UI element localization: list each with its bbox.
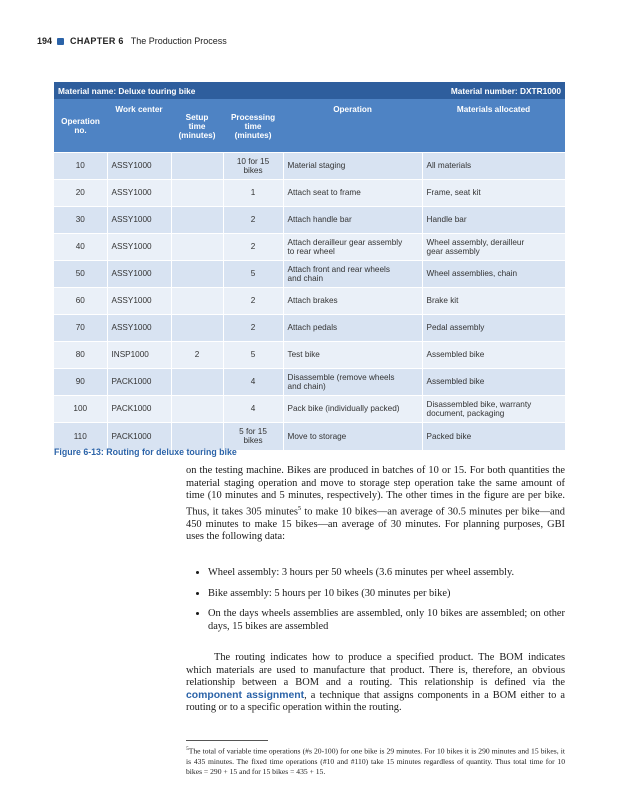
running-header: [37, 36, 227, 46]
cell-operation-no: 50: [54, 261, 107, 288]
cell-materials: Disassembled bike, warranty document, packaging: [422, 396, 565, 423]
cell-work-center: PACK1000: [107, 369, 171, 396]
cell-operation: Disassemble (remove wheels and chain): [283, 369, 422, 396]
list-item: • On the days wheels assemblies are assembled, only 10 bikes are assembled; on other days, 15 bikes are assembled: [208, 608, 565, 633]
col-work-center: Work center: [107, 99, 171, 153]
cell-operation-no: 60: [54, 288, 107, 315]
cell-operation: Attach seat to frame: [283, 180, 422, 207]
cell-operation: Attach pedals: [283, 315, 422, 342]
cell-setup-time: [171, 180, 223, 207]
table-row: [54, 342, 565, 369]
cell-processing-time: 2: [223, 288, 283, 315]
cell-operation-no: 70: [54, 315, 107, 342]
cell-materials: All materials: [422, 153, 565, 180]
cell-setup-time: [171, 315, 223, 342]
cell-work-center: ASSY1000: [107, 234, 171, 261]
table-row: [54, 207, 565, 234]
cell-work-center: PACK1000: [107, 423, 171, 450]
cell-operation-no: 110: [54, 423, 107, 450]
list-item: • Wheel assembly: 3 hours per 50 wheels (3.6 minutes per wheel assembly.: [208, 567, 565, 580]
table-row: [54, 153, 565, 180]
page-number: 194: [37, 36, 53, 46]
body-paragraph-1: on the testing machine. Bikes are produced in batches of 10 or 15. For both quantities the material staging operation and move to storage step operation take the same amount of time (10 minutes and 5 minutes, respectively). The other times in the figure are per bike. Thus, it takes 305 minutes$^5$ to make 10 bikes—an average of 30.5 minutes per bike—and 450 minutes to make 15 bikes—an average of 30 minutes. For planning purposes, GBI uses the following data:: [186, 465, 566, 543]
cell-processing-time: 2: [223, 207, 283, 234]
cell-operation: Pack bike (individually packed): [283, 396, 422, 423]
keyword-component-assignment: component assignment: [186, 689, 305, 701]
material-name: Material name: Deluxe touring bike: [54, 82, 283, 99]
column-header-row: [54, 99, 565, 153]
cell-setup-time: [171, 153, 223, 180]
cell-work-center: ASSY1000: [107, 180, 171, 207]
cell-processing-time: 2: [223, 234, 283, 261]
figure-caption: Figure 6-13: Routing for deluxe touring bike: [54, 447, 237, 457]
table-row: [54, 396, 565, 423]
cell-materials: Wheel assemblies, chain: [422, 261, 565, 288]
chapter-title: The Production Process: [130, 36, 227, 46]
table-row: [54, 288, 565, 315]
col-operation-no: Operation no.: [54, 99, 107, 153]
cell-processing-time: 4: [223, 396, 283, 423]
chapter-label: CHAPTER 6: [70, 36, 124, 46]
col-materials: Materials allocated: [422, 99, 565, 153]
cell-work-center: PACK1000: [107, 396, 171, 423]
routing-table: [54, 82, 565, 450]
body-paragraph-2: The routing indicates how to produce a specified product. The BOM indicates which materials are used to manufacture that product. There is, therefore, an obvious relationship between a BOM and a routing. This relationship is defined via the component assignment, a technique that assigns components in a BOM either to a routing or to a specific operation within the routing.: [186, 652, 565, 714]
cell-setup-time: [171, 396, 223, 423]
cell-operation-no: 100: [54, 396, 107, 423]
col-processing-time: Processing time (minutes): [223, 99, 283, 153]
cell-setup-time: 2: [171, 342, 223, 369]
cell-work-center: ASSY1000: [107, 261, 171, 288]
footnote-divider: [186, 740, 268, 741]
table-row: [54, 234, 565, 261]
cell-operation-no: 40: [54, 234, 107, 261]
cell-operation: Attach handle bar: [283, 207, 422, 234]
table-row: [54, 180, 565, 207]
cell-setup-time: [171, 369, 223, 396]
footnote: $^5$The total of variable time operations (#s 20-100) for one bike is 29 minutes. For 10 bikes it is 290 minutes and 15 bikes, it is 435 minutes. The fixed time operations (#10 and #110) take 15 minutes regardless of quantity. Thus total time for 10 bikes = 290 + 15 and for 15 bikes = 435 + 15.: [186, 746, 565, 776]
cell-processing-time: 2: [223, 315, 283, 342]
cell-operation-no: 90: [54, 369, 107, 396]
cell-materials: Handle bar: [422, 207, 565, 234]
cell-work-center: ASSY1000: [107, 288, 171, 315]
table-row: [54, 369, 565, 396]
cell-processing-time: 4: [223, 369, 283, 396]
cell-setup-time: [171, 234, 223, 261]
cell-materials: Frame, seat kit: [422, 180, 565, 207]
cell-setup-time: [171, 261, 223, 288]
cell-operation: Attach front and rear wheels and chain: [283, 261, 422, 288]
col-setup-time: Setup time (minutes): [171, 99, 223, 153]
cell-materials: Brake kit: [422, 288, 565, 315]
cell-materials: Assembled bike: [422, 369, 565, 396]
cell-processing-time: 5: [223, 261, 283, 288]
cell-materials: Packed bike: [422, 423, 565, 450]
cell-operation: Material staging: [283, 153, 422, 180]
cell-materials: Assembled bike: [422, 342, 565, 369]
cell-processing-time: 10 for 15 bikes: [223, 153, 283, 180]
bullet-list: [186, 567, 565, 641]
cell-processing-time: 5 for 15 bikes: [223, 423, 283, 450]
table-row: [54, 315, 565, 342]
cell-operation-no: 30: [54, 207, 107, 234]
cell-materials: Wheel assembly, derailleur gear assembly: [422, 234, 565, 261]
cell-setup-time: [171, 207, 223, 234]
cell-operation: Attach brakes: [283, 288, 422, 315]
cell-operation-no: 20: [54, 180, 107, 207]
cell-work-center: ASSY1000: [107, 207, 171, 234]
cell-setup-time: [171, 288, 223, 315]
cell-work-center: ASSY1000: [107, 153, 171, 180]
cell-processing-time: 1: [223, 180, 283, 207]
list-item: • Bike assembly: 5 hours per 10 bikes (30 minutes per bike): [208, 588, 565, 601]
cell-operation-no: 10: [54, 153, 107, 180]
cell-operation: Move to storage: [283, 423, 422, 450]
cell-operation: Attach derailleur gear assembly to rear wheel: [283, 234, 422, 261]
cell-materials: Pedal assembly: [422, 315, 565, 342]
table-row: [54, 261, 565, 288]
table-row: [54, 423, 565, 450]
cell-processing-time: 5: [223, 342, 283, 369]
col-operation: Operation: [283, 99, 422, 153]
cell-operation: Test bike: [283, 342, 422, 369]
cell-work-center: INSP1000: [107, 342, 171, 369]
cell-work-center: ASSY1000: [107, 315, 171, 342]
header-square-icon: [57, 38, 64, 45]
cell-operation-no: 80: [54, 342, 107, 369]
footnote-ref: 5: [297, 504, 302, 512]
material-number: Material number: DXTR1000: [283, 82, 565, 99]
cell-setup-time: [171, 423, 223, 450]
table-title-bar: [54, 82, 565, 99]
